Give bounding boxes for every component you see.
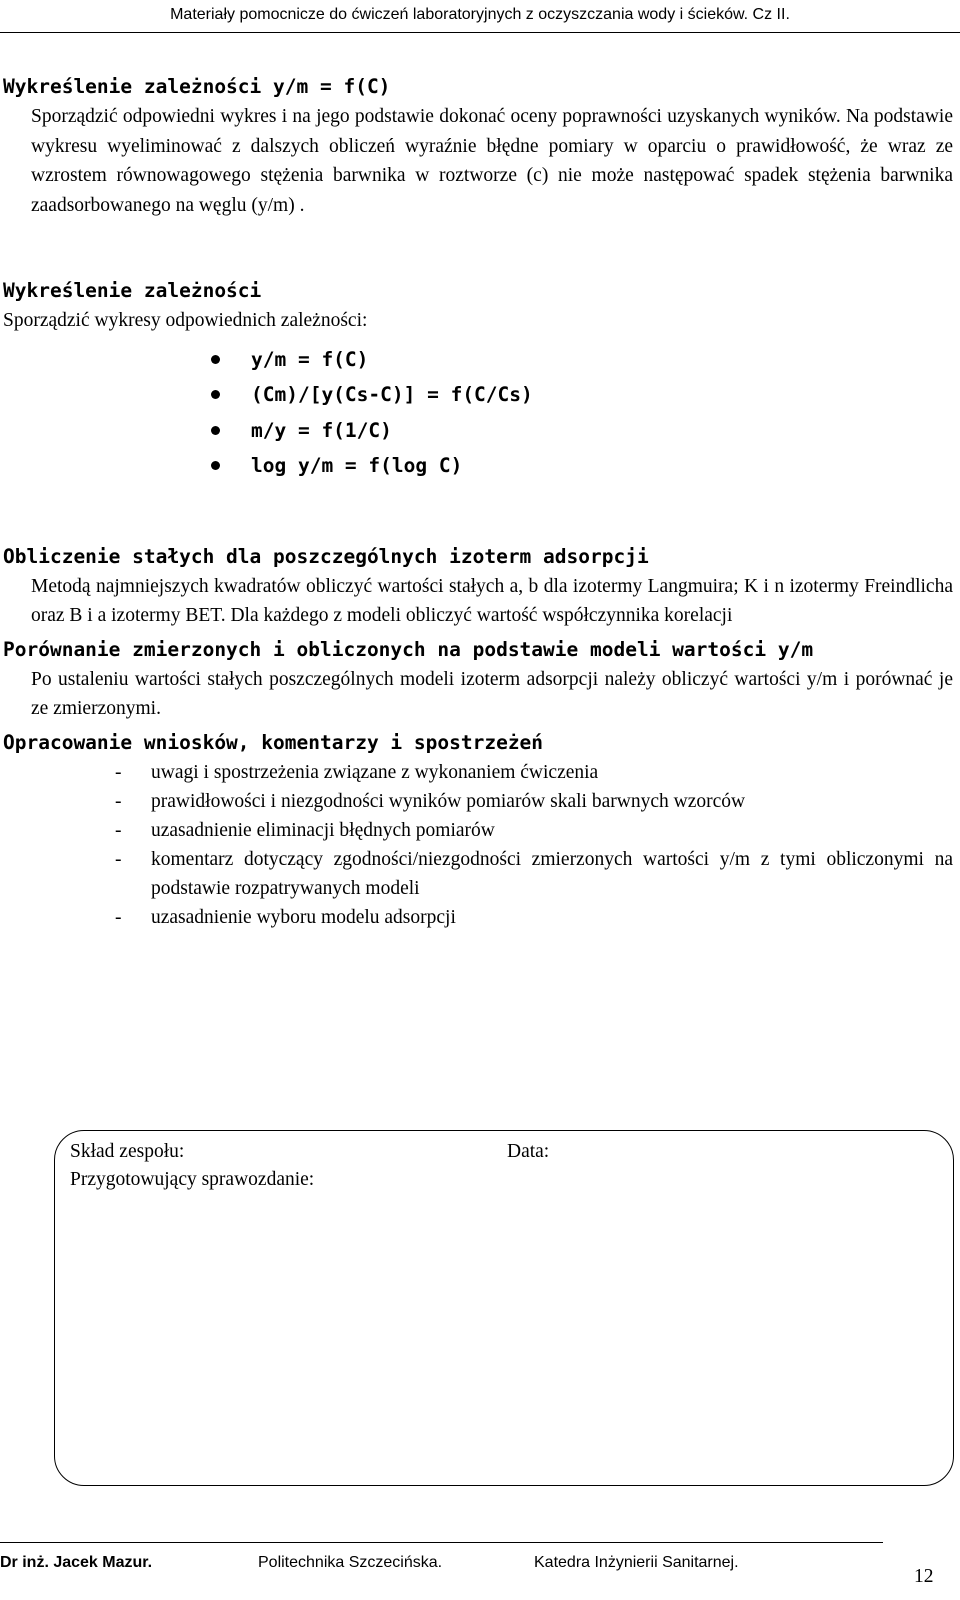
list-item: - uzasadnienie wyboru modelu adsorpcji (115, 906, 456, 928)
section-heading: Wykreślenie zależności (3, 279, 262, 302)
section-constants (3, 542, 953, 631)
footer-rule (0, 1542, 883, 1543)
footer-department: Katedra Inżynierii Sanitarnej. (534, 1554, 739, 1571)
conclusions-list (3, 758, 953, 932)
bullet-icon (211, 390, 220, 399)
section-conclusions (3, 728, 953, 932)
section-paragraph: Po ustaleniu wartości stałych poszczególnych modeli izoterm adsorpcji należy obliczyć wartości y/m i porównać je ze zmierzonymi. (31, 668, 953, 719)
running-header (0, 0, 960, 33)
section-paragraph: Metodą najmniejszych kwadratów obliczyć wartości stałych a, b dla izotermy Langmuira; K i n izotermy Freindlicha oraz B i a izotermy BET. Dla każdego z modeli obliczyć wartość współczynnika korelacji (31, 575, 953, 626)
section-compare (3, 635, 953, 724)
list-item: - uzasadnienie eliminacji błędnych pomiarów (115, 819, 495, 841)
section-paragraph: Sporządzić odpowiedni wykres i na jego podstawie dokonać oceny poprawności uzyskanych wyników. Na podstawie wykresu wyeliminować z dalszych obliczeń wyraźnie błędne pomiary w oparciu o prawidłowość, że wraz ze wzrostem równowagowego stężenia barwnika w roztworze (c) nie może następować spadek stężenia barwnika zaadsorbowanego na węglu (y/m) . (31, 106, 953, 216)
section-heading: Obliczenie stałych dla poszczególnych izoterm adsorpcji (3, 544, 649, 568)
page-footer (0, 1548, 960, 1588)
list-item: - prawidłowości i niezgodności wyników pomiarów skali barwnych wzorców (115, 790, 746, 812)
dependency-item: m/y = f(1/C) (211, 413, 953, 449)
page-number: 12 (914, 1566, 934, 1587)
date-label: Data: (507, 1141, 550, 1162)
page-content (3, 72, 953, 932)
team-info-box (54, 1130, 954, 1486)
team-label: Skład zespołu: (70, 1141, 185, 1162)
bullet-icon (211, 426, 220, 435)
preparer-label: Przygotowujący sprawozdanie: (70, 1169, 315, 1190)
section-plot-dependencies (3, 276, 953, 484)
running-title: Materiały pomocnicze do ćwiczeń laboratoryjnych z oczyszczania wody i ścieków. Cz II. (170, 6, 790, 23)
footer-author: Dr inż. Jacek Mazur. (0, 1554, 153, 1571)
section-heading: Opracowanie wniosków, komentarzy i spostrzeżeń (3, 730, 544, 754)
list-item: - uwagi i spostrzeżenia związane z wykonaniem ćwiczenia (115, 761, 599, 783)
section-heading: Porównanie zmierzonych i obliczonych na podstawie modeli wartości y/m (3, 637, 814, 661)
dependency-item: (Cm)/[y(Cs-C)] = f(C/Cs) (211, 377, 953, 413)
dependency-item: log y/m = f(log C) (211, 448, 953, 484)
section-plot-ym (3, 72, 953, 220)
section-heading: Wykreślenie zależności y/m = f(C) (3, 75, 391, 98)
dependency-list (3, 342, 953, 484)
bullet-icon (211, 355, 220, 364)
list-item: - komentarz dotyczący zgodności/niezgodności zmierzonych wartości y/m z tymi obliczonymi na podstawie rozpatrywanych modeli (115, 848, 953, 899)
dependency-item: y/m = f(C) (211, 342, 953, 378)
footer-university: Politechnika Szczecińska. (258, 1554, 443, 1571)
section-intro: Sporządzić wykresy odpowiednich zależności: (3, 310, 368, 331)
bullet-icon (211, 461, 220, 470)
